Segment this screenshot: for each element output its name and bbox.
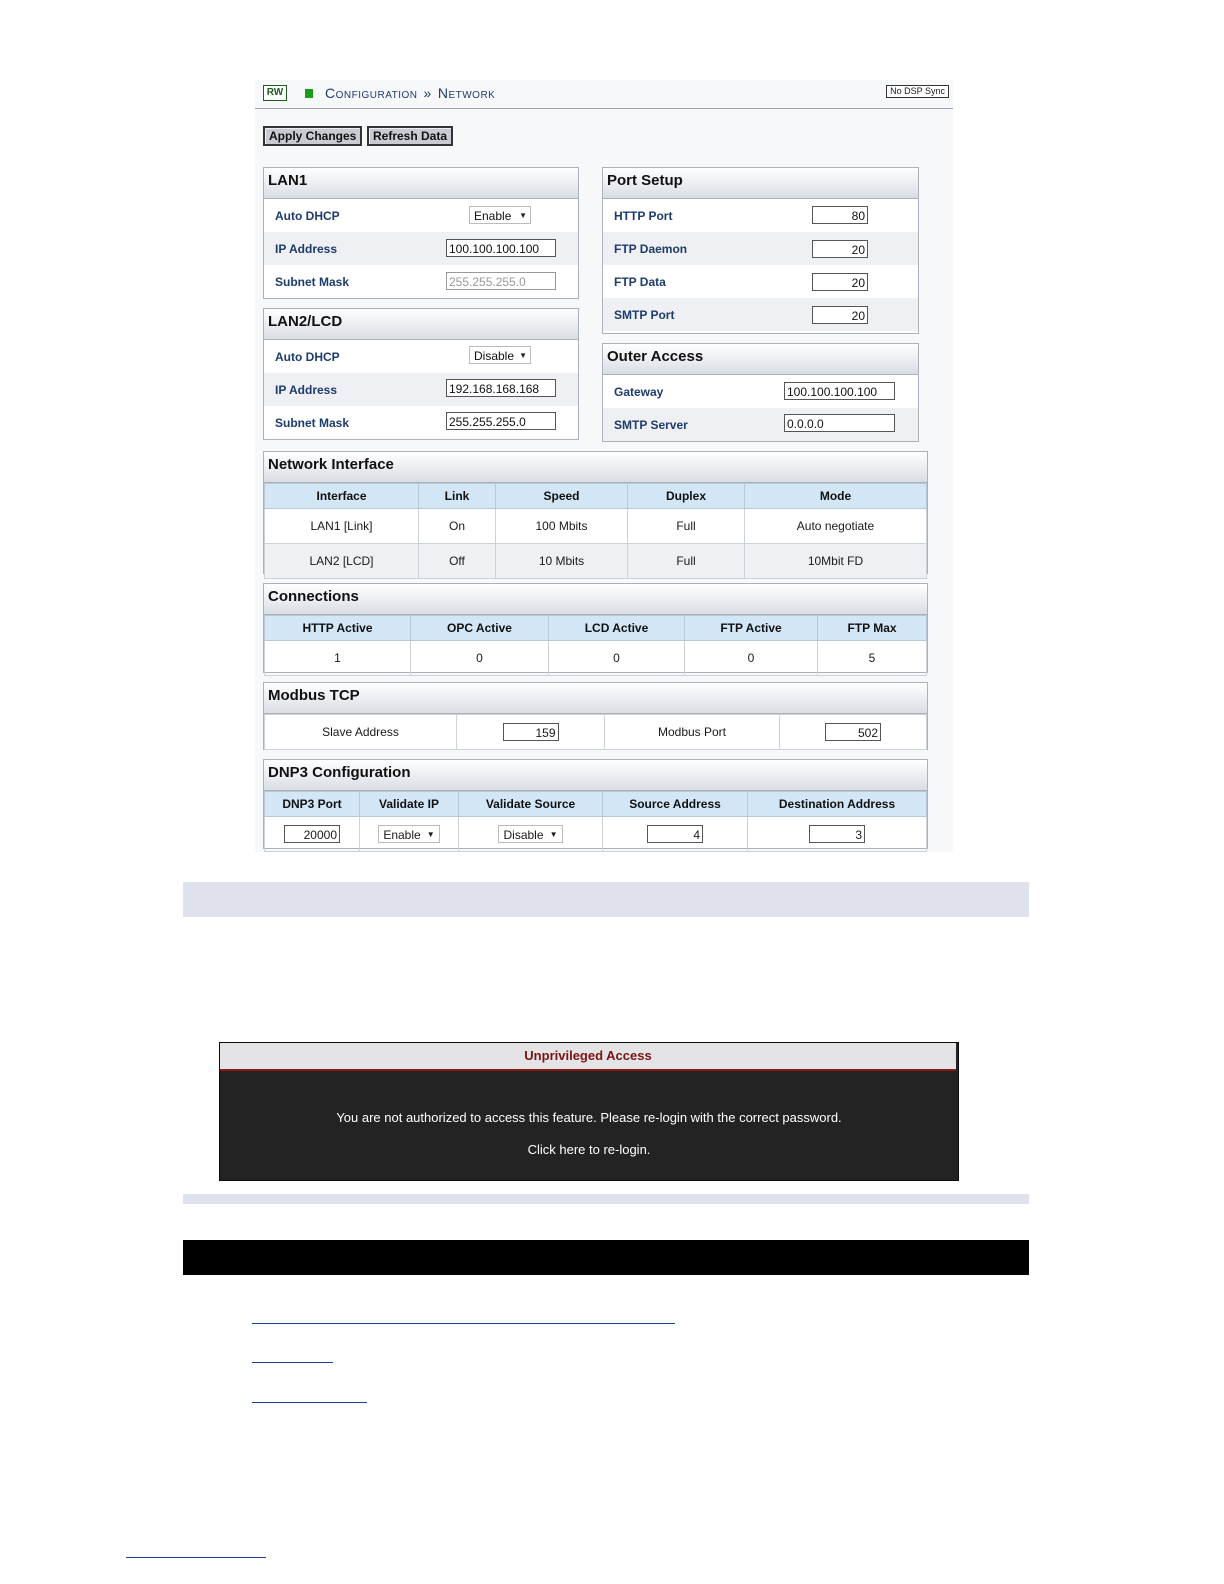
section-divider-bar bbox=[183, 1194, 1029, 1204]
destination-address-cell bbox=[748, 817, 927, 852]
slave-address-input[interactable]: 159 bbox=[503, 723, 559, 741]
lan2-mask-label: Subnet Mask bbox=[275, 416, 350, 430]
source-address-input[interactable]: 4 bbox=[647, 825, 703, 843]
mode-cell: 10Mbit FD bbox=[745, 544, 927, 579]
column-header: FTP Max bbox=[818, 616, 927, 641]
port-setup-title: Port Setup bbox=[603, 168, 918, 199]
http-port-label: HTTP Port bbox=[614, 209, 673, 223]
modbus-port-label: Modbus Port bbox=[605, 715, 780, 750]
http-port-row bbox=[603, 199, 918, 232]
ftp-daemon-input[interactable]: 20 bbox=[812, 240, 868, 258]
column-header: Interface bbox=[265, 484, 419, 509]
outer-access-title: Outer Access bbox=[603, 344, 918, 375]
smtp-server-input[interactable]: 0.0.0.0 bbox=[784, 414, 895, 432]
ftp-data-label: FTP Data bbox=[614, 275, 666, 289]
http-active-cell: 1 bbox=[265, 641, 411, 676]
network-interface-title: Network Interface bbox=[264, 452, 927, 483]
column-header: Mode bbox=[745, 484, 927, 509]
lan1-ip-label: IP Address bbox=[275, 242, 338, 256]
table-row bbox=[265, 715, 927, 750]
validate-ip-cell bbox=[360, 817, 459, 852]
opc-active-cell: 0 bbox=[411, 641, 549, 676]
modbus-port-cell bbox=[780, 715, 927, 750]
column-header: LCD Active bbox=[549, 616, 685, 641]
section-header-bar bbox=[183, 882, 1029, 917]
validate-ip-value: Enable bbox=[383, 828, 421, 842]
breadcrumb-configuration[interactable]: Configuration bbox=[325, 85, 418, 101]
lan2-mask-input[interactable]: 255.255.255.0 bbox=[446, 412, 556, 430]
slave-address-label: Slave Address bbox=[265, 715, 457, 750]
lan1-panel bbox=[263, 167, 579, 299]
smtp-port-label: SMTP Port bbox=[614, 308, 675, 322]
smtp-server-row bbox=[603, 408, 918, 441]
breadcrumb-separator: » bbox=[423, 85, 432, 101]
column-header: Link bbox=[419, 484, 496, 509]
chevron-down-icon: ▼ bbox=[426, 830, 435, 839]
dnp3-table bbox=[264, 791, 927, 852]
validate-source-select[interactable] bbox=[498, 825, 562, 843]
gateway-row bbox=[603, 375, 918, 408]
ftp-data-row bbox=[603, 265, 918, 298]
dialog-title: Unprivileged Access bbox=[220, 1043, 956, 1071]
breadcrumb-network: Network bbox=[437, 85, 496, 101]
column-header: Source Address bbox=[603, 792, 748, 817]
lan2-title: LAN2/LCD bbox=[264, 309, 578, 340]
link-underline[interactable] bbox=[252, 1362, 333, 1363]
footnote-rule bbox=[126, 1557, 266, 1558]
table-row bbox=[265, 817, 927, 852]
smtp-server-label: SMTP Server bbox=[614, 418, 688, 432]
dnp3-port-input[interactable]: 20000 bbox=[284, 825, 340, 843]
lan2-ip-input[interactable]: 192.168.168.168 bbox=[446, 379, 556, 397]
column-header: HTTP Active bbox=[265, 616, 411, 641]
rw-badge: RW bbox=[263, 85, 287, 101]
section-header-bar-dark bbox=[183, 1240, 1029, 1275]
interface-cell: LAN1 [Link] bbox=[265, 509, 419, 544]
lan2-auto-dhcp-label: Auto DHCP bbox=[275, 350, 340, 364]
column-header: Destination Address bbox=[748, 792, 927, 817]
ftp-daemon-label: FTP Daemon bbox=[614, 242, 688, 256]
validate-source-value: Disable bbox=[503, 828, 544, 842]
configuration-network-screenshot bbox=[255, 80, 953, 852]
table-header-row bbox=[265, 484, 927, 509]
dnp3-port-cell bbox=[265, 817, 360, 852]
modbus-table bbox=[264, 714, 927, 750]
column-header: Speed bbox=[496, 484, 628, 509]
lan1-mask-label: Subnet Mask bbox=[275, 275, 350, 289]
lan2-panel bbox=[263, 308, 579, 440]
duplex-cell: Full bbox=[628, 509, 745, 544]
lan1-mask-input[interactable]: 255.255.255.0 bbox=[446, 272, 556, 290]
table-row bbox=[265, 544, 927, 579]
network-interface-table bbox=[264, 483, 927, 579]
column-header: Validate Source bbox=[459, 792, 603, 817]
table-row bbox=[265, 509, 927, 544]
lan1-auto-dhcp-value: Enable bbox=[474, 209, 512, 223]
column-header: Validate IP bbox=[360, 792, 459, 817]
link-status-cell: On bbox=[419, 509, 496, 544]
relogin-link[interactable]: Click here to re-login. bbox=[527, 1142, 651, 1157]
lan1-ip-row bbox=[264, 232, 578, 265]
dsp-sync-badge: No DSP Sync bbox=[886, 85, 949, 98]
column-header: Duplex bbox=[628, 484, 745, 509]
link-underline[interactable] bbox=[252, 1323, 675, 1324]
validate-ip-select[interactable] bbox=[378, 825, 439, 843]
slave-address-cell bbox=[457, 715, 605, 750]
dnp3-panel bbox=[263, 759, 928, 849]
lan2-auto-dhcp-select[interactable] bbox=[469, 346, 531, 364]
ftp-active-cell: 0 bbox=[685, 641, 818, 676]
lan1-auto-dhcp-select[interactable] bbox=[469, 206, 531, 224]
http-port-input[interactable]: 80 bbox=[812, 206, 868, 224]
connections-panel bbox=[263, 583, 928, 673]
validate-source-cell bbox=[459, 817, 603, 852]
lan1-auto-dhcp-label: Auto DHCP bbox=[275, 209, 340, 223]
lan1-auto-dhcp-row bbox=[264, 199, 578, 232]
refresh-data-button[interactable]: Refresh Data bbox=[367, 126, 453, 146]
gateway-input[interactable]: 100.100.100.100 bbox=[784, 382, 895, 400]
smtp-port-input[interactable]: 20 bbox=[812, 306, 868, 324]
dialog-message: You are not authorized to access this feature. Please re-login with the correct password. bbox=[336, 1110, 842, 1125]
page-header bbox=[255, 80, 953, 109]
lcd-active-cell: 0 bbox=[549, 641, 685, 676]
port-setup-panel bbox=[602, 167, 919, 334]
column-header: DNP3 Port bbox=[265, 792, 360, 817]
modbus-tcp-title: Modbus TCP bbox=[264, 683, 927, 714]
ftp-daemon-row bbox=[603, 232, 918, 265]
link-status-cell: Off bbox=[419, 544, 496, 579]
gateway-label: Gateway bbox=[614, 385, 664, 399]
lan2-mask-row bbox=[264, 406, 578, 439]
chevron-down-icon: ▼ bbox=[519, 351, 527, 360]
lan2-ip-row bbox=[264, 373, 578, 406]
breadcrumb bbox=[325, 85, 495, 101]
column-header: FTP Active bbox=[685, 616, 818, 641]
speed-cell: 100 Mbits bbox=[496, 509, 628, 544]
duplex-cell: Full bbox=[628, 544, 745, 579]
mode-cell: Auto negotiate bbox=[745, 509, 927, 544]
lan2-ip-label: IP Address bbox=[275, 383, 338, 397]
column-header: OPC Active bbox=[411, 616, 549, 641]
lan2-auto-dhcp-row bbox=[264, 340, 578, 373]
connections-table bbox=[264, 615, 927, 676]
smtp-port-row bbox=[603, 298, 918, 331]
table-header-row bbox=[265, 616, 927, 641]
outer-access-panel bbox=[602, 343, 919, 442]
destination-address-input[interactable]: 3 bbox=[809, 825, 865, 843]
dnp3-title: DNP3 Configuration bbox=[264, 760, 927, 791]
lan1-mask-row bbox=[264, 265, 578, 298]
link-underline[interactable] bbox=[252, 1402, 367, 1403]
table-header-row bbox=[265, 792, 927, 817]
lan2-auto-dhcp-value: Disable bbox=[474, 349, 515, 363]
chevron-down-icon: ▼ bbox=[549, 830, 558, 839]
table-row bbox=[265, 641, 927, 676]
source-address-cell bbox=[603, 817, 748, 852]
apply-changes-button[interactable]: Apply Changes bbox=[263, 126, 362, 146]
network-interface-panel bbox=[263, 451, 928, 574]
lan1-ip-input[interactable]: 100.100.100.100 bbox=[446, 239, 556, 257]
interface-cell: LAN2 [LCD] bbox=[265, 544, 419, 579]
chevron-down-icon: ▼ bbox=[519, 211, 527, 220]
connections-title: Connections bbox=[264, 584, 927, 615]
ftp-max-cell: 5 bbox=[818, 641, 927, 676]
lan1-title: LAN1 bbox=[264, 168, 578, 199]
status-indicator-icon bbox=[305, 89, 313, 98]
ftp-data-input[interactable]: 20 bbox=[812, 273, 868, 291]
speed-cell: 10 Mbits bbox=[496, 544, 628, 579]
modbus-port-input[interactable]: 502 bbox=[825, 723, 881, 741]
unprivileged-access-dialog bbox=[219, 1042, 959, 1181]
modbus-tcp-panel bbox=[263, 682, 928, 750]
